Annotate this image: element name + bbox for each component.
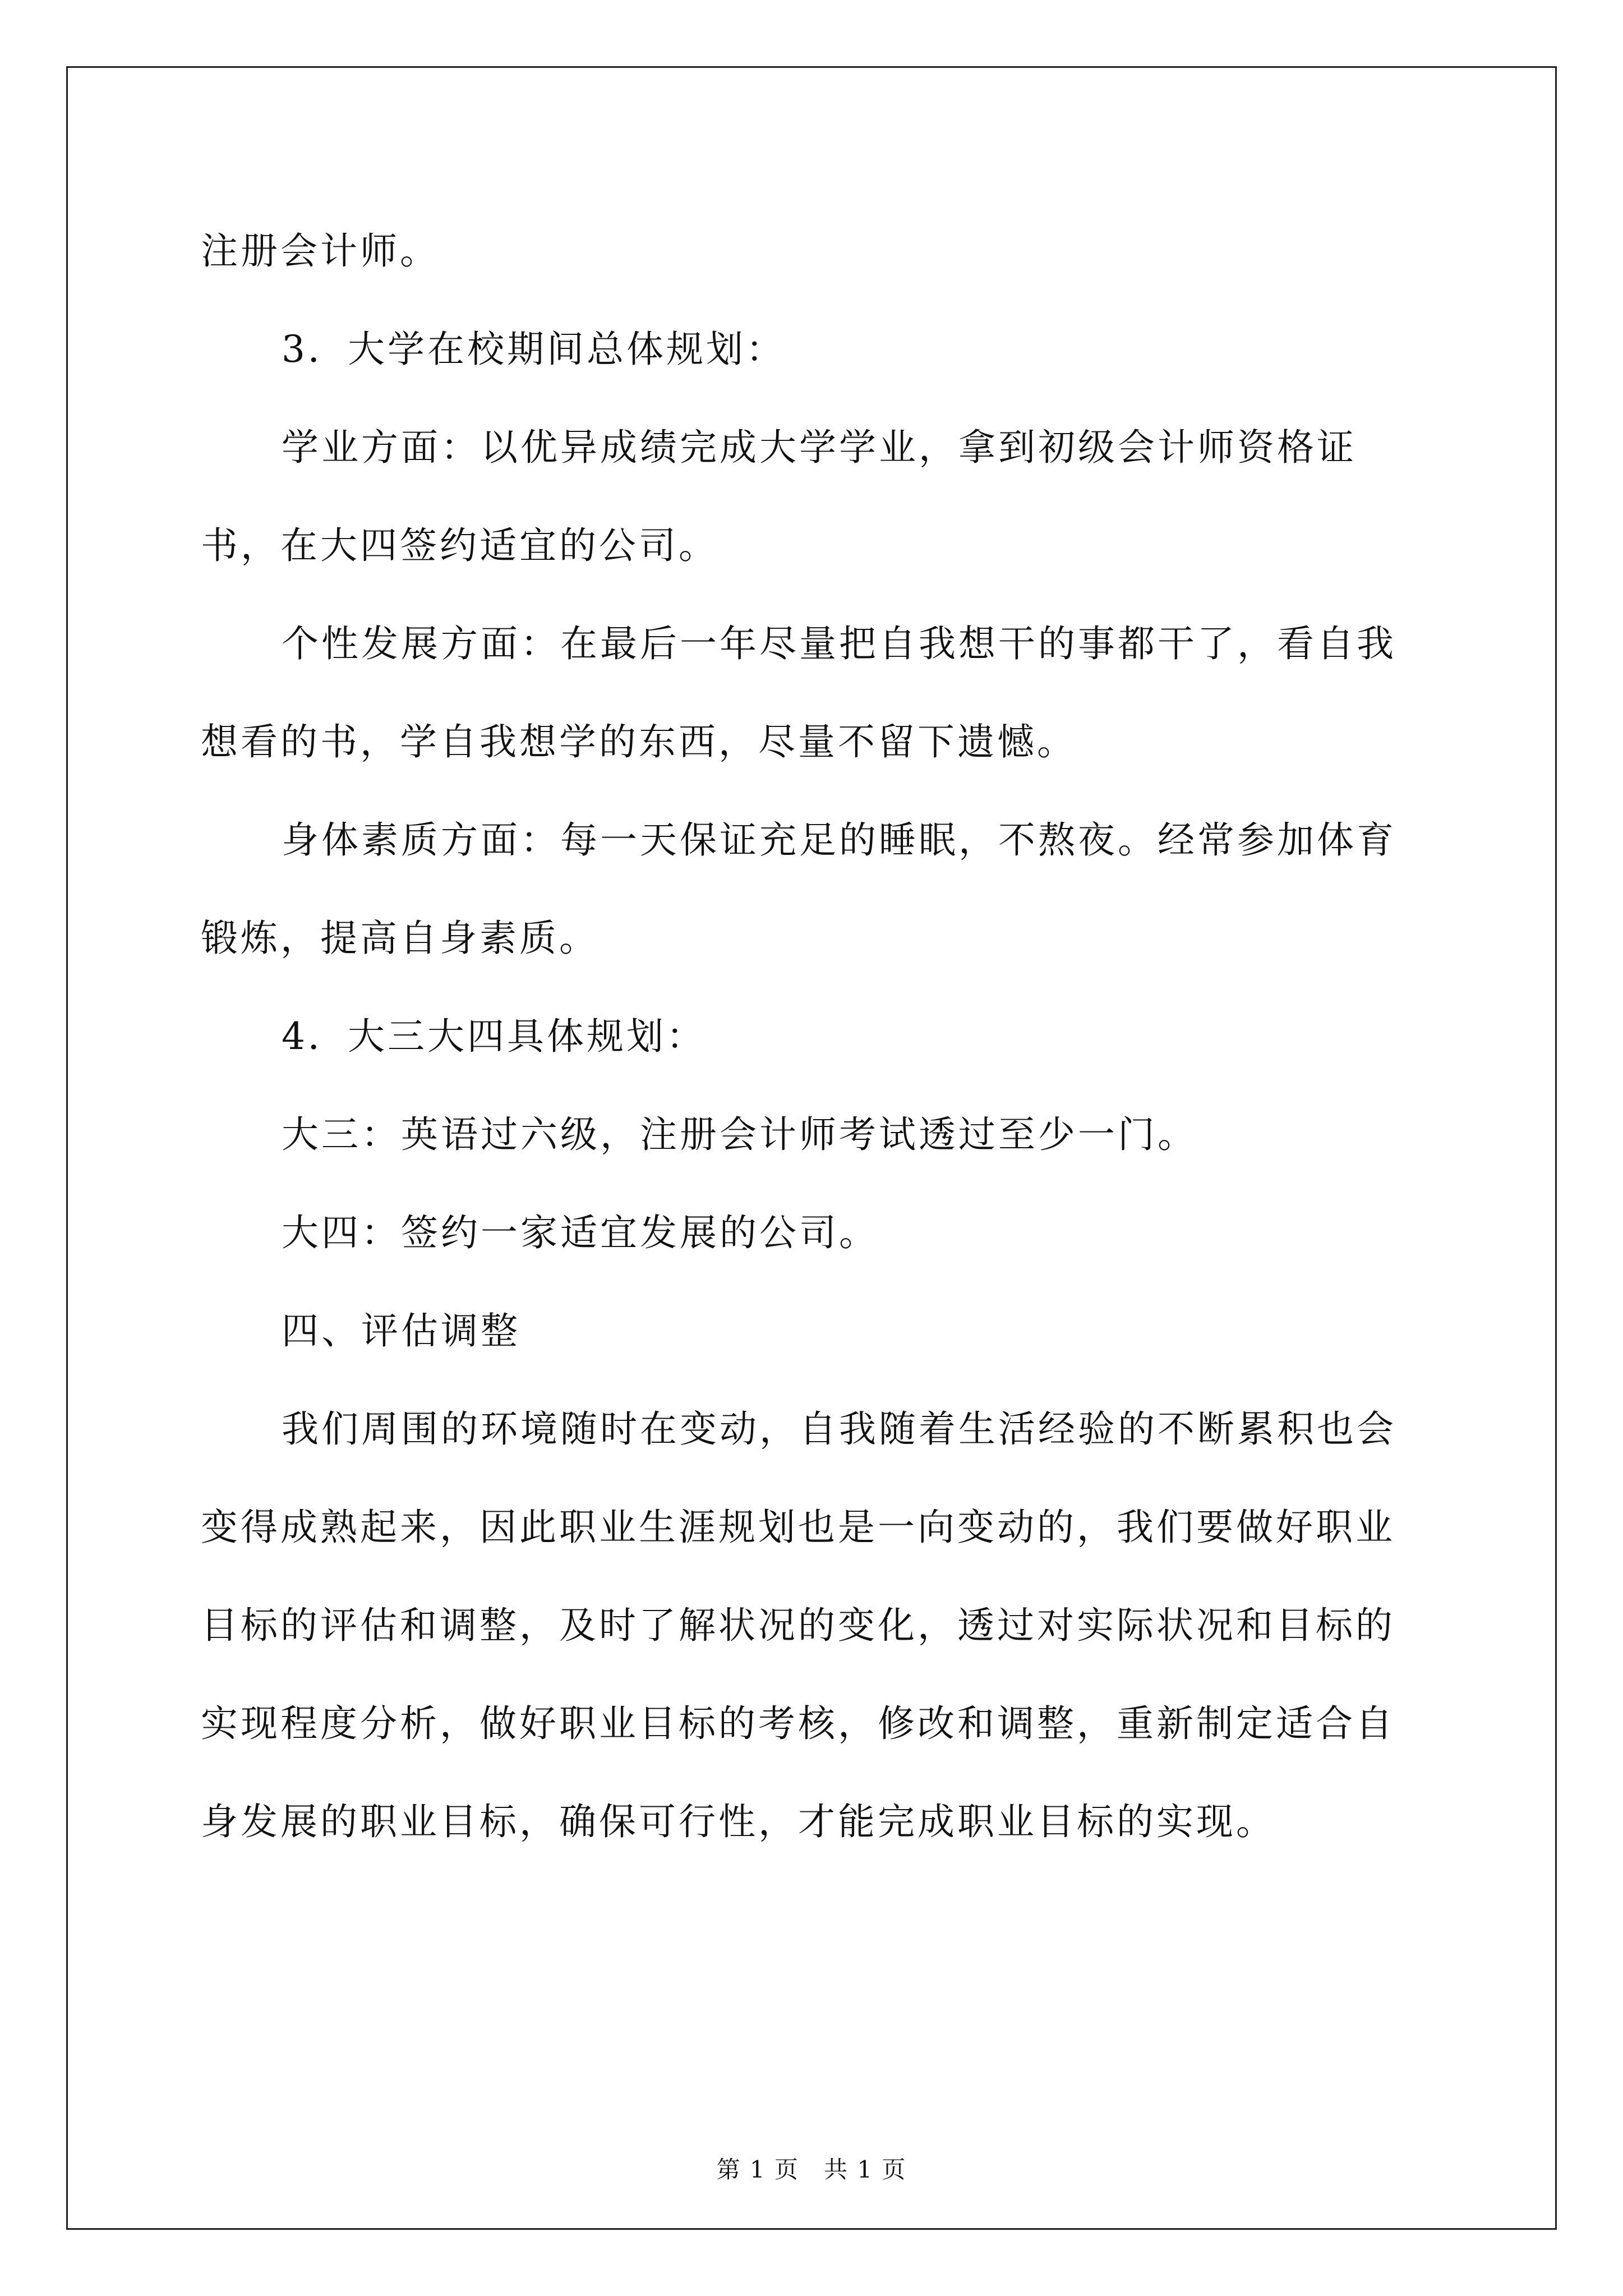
document-body bbox=[201, 202, 1429, 1871]
paragraph-personal-development: 个性发展方面：在最后一年尽量把自我想干的事都干了，看自我想看的书，学自我想学的东西，尽量不留下遗憾。 bbox=[201, 622, 1396, 763]
paragraph-physical-quality: 身体素质方面：每一天保证充足的睡眠，不熬夜。经常参加体育锻炼，提高自身素质。 bbox=[201, 818, 1396, 960]
heading-overall-plan: 3．大学在校期间总体规划： bbox=[282, 328, 786, 371]
heading-evaluation-adjustment: 四、评估调整 bbox=[282, 1309, 520, 1352]
heading-junior-senior-plan: 4．大三大四具体规划： bbox=[282, 1015, 706, 1058]
paragraph-junior-year: 大三：英语过六级，注册会计师考试透过至少一门。 bbox=[282, 1113, 1197, 1156]
paragraph-evaluation: 我们周围的环境随时在变动，自我随着生活经验的不断累积也会变得成熟起来，因此职业生涯规划也是一向变动的，我们要做好职业目标的评估和调整，及时了解状况的变化，透过对实际状况和目标的实现程度分析，做好职业目标的考核，修改和调整，重新制定适合自身发展的职业目标，确保可行性，才能完成职业目标的实现。 bbox=[201, 1407, 1396, 1843]
paragraph-academics: 学业方面：以优异成绩完成大学学业，拿到初级会计师资格证书，在大四签约适宜的公司。 bbox=[201, 426, 1357, 567]
paragraph-senior-year: 大四：签约一家适宜发展的公司。 bbox=[282, 1211, 879, 1254]
paragraph-continuation: 注册会计师。 bbox=[201, 229, 440, 273]
page-footer: 第 1 页 共 1 页 bbox=[716, 2156, 907, 2183]
